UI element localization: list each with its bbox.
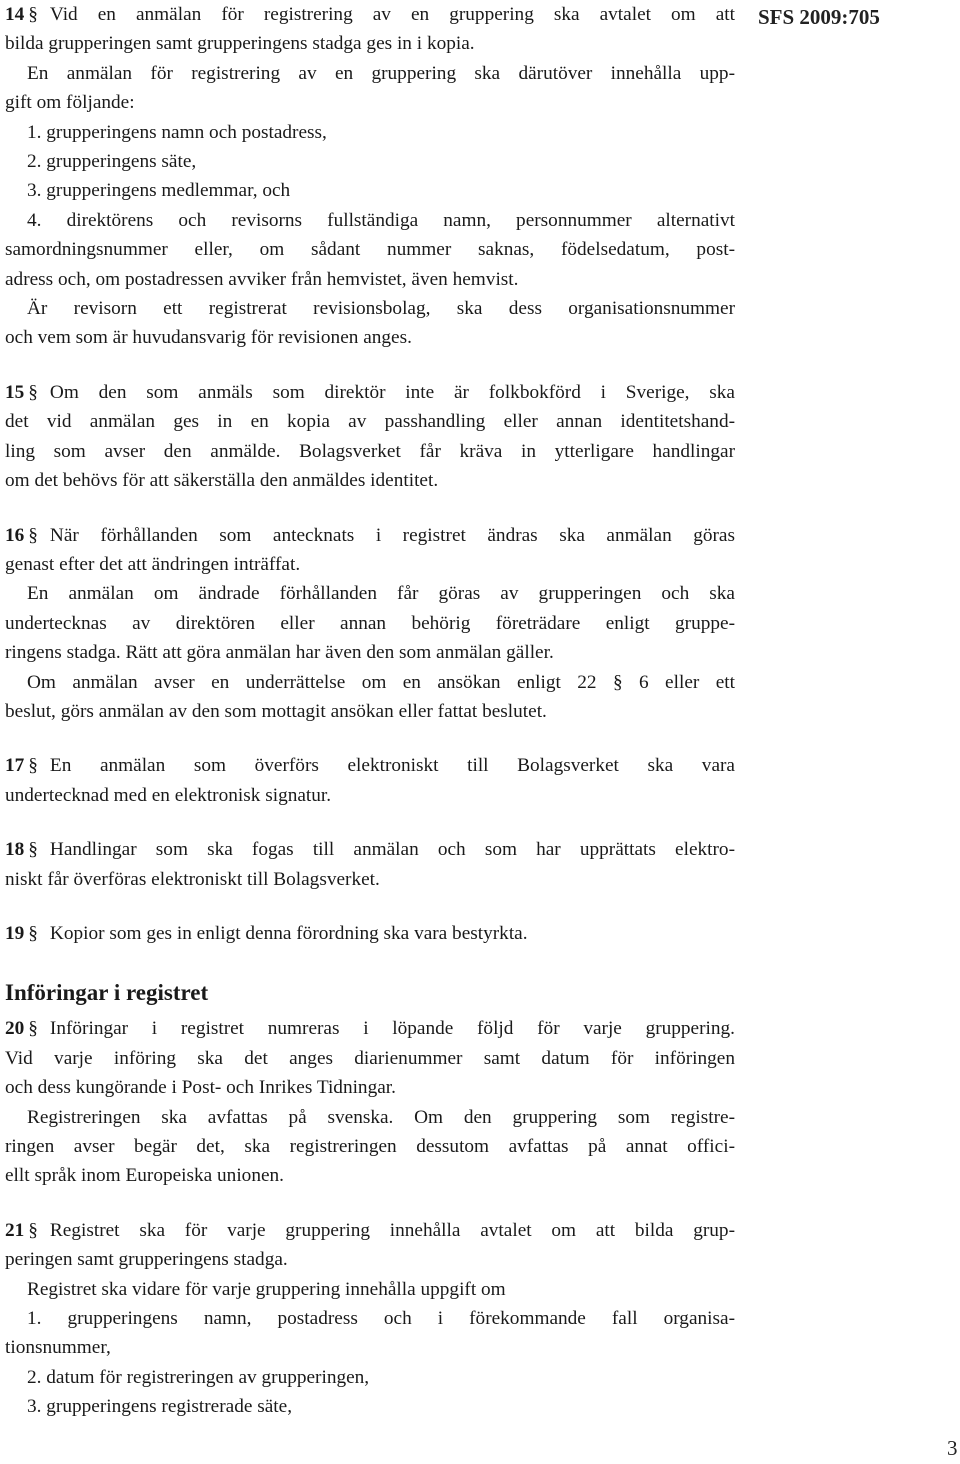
list-item: 1. grupperingens namn och postadress, [27, 121, 327, 143]
section-19-line: 19 § Kopior som ges in enligt denna förordning ska vara bestyrkta. [5, 922, 528, 944]
document-body [5, 0, 735, 1422]
section-sign: § [612, 671, 623, 693]
paragraph-line: undertecknas av direktören eller annan behörig företrädare enligt gruppe- [5, 612, 735, 634]
list-item: 3. grupperingens medlemmar, och [27, 180, 291, 202]
paragraph-line: Registreringen ska avfattas på svenska. Om den gruppering som registre- [27, 1106, 735, 1128]
section-20-line: 20 § Införingar i registret numreras i löpande följd för varje gruppering. [5, 1018, 735, 1040]
section-number: 18 [5, 839, 25, 861]
section-number: 15 [5, 381, 25, 403]
page-number: 3 [947, 1436, 958, 1460]
section-18-line: 18 § Handlingar som ska fogas till anmälan och som har upprättats elektro- [5, 839, 735, 861]
section-sign: § [28, 1018, 38, 1040]
section-sign: § [28, 922, 38, 944]
paragraph-line: om det behövs för att säkerställa den anmäldes identitet. [5, 470, 439, 492]
paragraph-line: och vem som är huvudansvarig för revisionen anges. [5, 327, 412, 349]
section-sign: § [28, 1219, 38, 1241]
section-number: 14 [5, 4, 25, 25]
paragraph-line: En anmälan för registrering av en gruppering ska därutöver innehålla upp- [27, 62, 735, 84]
paragraph-line: ringens stadga. Rätt att göra anmälan har även den som anmälan gäller. [5, 642, 554, 664]
paragraph-line: niskt får överföras elektroniskt till Bolagsverket. [5, 868, 380, 890]
section-sign: § [28, 839, 38, 861]
paragraph-line: Vid varje införing ska det anges diarienummer samt datum för införingen [5, 1047, 735, 1069]
list-item: 4. direktörens och revisorns fullständiga namn, personnummer alternativt [27, 209, 735, 231]
section-number: 20 [5, 1018, 25, 1040]
paragraph-line: ellt språk inom Europeiska unionen. [5, 1165, 284, 1187]
paragraph-line: genast efter det att ändringen inträffat. [5, 553, 301, 575]
section-sign: § [28, 4, 38, 25]
document-reference: SFS 2009:705 [758, 5, 880, 29]
section-heading: Införingar i registret [5, 980, 209, 1006]
paragraph-line: undertecknad med en elektronisk signatur. [5, 784, 332, 806]
section-16-line: 16 § När förhållanden som antecknats i registret ändras ska anmälan göras [5, 524, 735, 546]
paragraph-line: ling som avser den anmälde. Bolagsverket får kräva in ytterligare handlingar [5, 440, 735, 462]
section-21-line: 21 § Registret ska för varje gruppering innehålla avtalet om att bilda grup- [5, 1219, 735, 1241]
section-number: 17 [5, 755, 25, 777]
section-number: 21 [5, 1219, 25, 1241]
paragraph-line: ringen avser begär det, ska registreringen dessutom avfattas på annat offici- [5, 1136, 735, 1157]
paragraph-line: beslut, görs anmälan av den som mottagit ansökan eller fattat beslutet. [5, 700, 547, 722]
section-14-line: 14 § Vid en anmälan för registrering av en gruppering ska avtalet om att [5, 4, 735, 25]
section-number: 19 [5, 922, 25, 944]
list-item: 1. grupperingens namn, postadress och i förekommande fall organisa- [27, 1308, 735, 1330]
paragraph-line: peringen samt grupperingens stadga. [5, 1249, 288, 1271]
paragraph-line: En anmälan om ändrade förhållanden får göras av grupperingen och ska [27, 583, 735, 605]
paragraph-line: Är revisorn ett registrerat revisionsbolag, ska dess organisationsnummer [27, 298, 735, 320]
list-item: 2. grupperingens säte, [27, 151, 197, 173]
list-item: tionsnummer, [5, 1337, 111, 1359]
paragraph-line: gift om följande: [5, 92, 135, 114]
list-item: adress och, om postadressen avviker från hemvistet, även hemvist. [5, 268, 519, 290]
paragraph-line: bilda grupperingen samt grupperingens stadga ges in i kopia. [5, 33, 475, 55]
section-number: 16 [5, 524, 25, 546]
section-sign: § [28, 381, 38, 403]
section-sign: § [28, 524, 38, 546]
paragraph-line: Registret ska vidare för varje gruppering innehålla uppgift om [27, 1278, 506, 1300]
list-item: 3. grupperingens registrerade säte, [27, 1396, 293, 1418]
paragraph-line: och dess kungörande i Post- och Inrikes Tidningar. [5, 1077, 396, 1099]
paragraph-line: det vid anmälan ges in en kopia av passhandling eller annan identitetshand- [5, 411, 735, 433]
list-item: 2. datum för registreringen av grupperingen, [27, 1366, 370, 1388]
section-15-line: 15 § Om den som anmäls som direktör inte är folkbokförd i Sverige, ska [5, 381, 735, 403]
list-item: samordningsnummer eller, om sådant nummer saknas, födelsedatum, post- [5, 239, 735, 261]
section-sign: § [28, 755, 38, 777]
section-17-line: 17 § En anmälan som överförs elektroniskt till Bolagsverket ska vara [5, 755, 735, 777]
paragraph-line: Om anmälan avser en underrättelse om en ansökan enligt 22 § 6 eller ett [27, 671, 735, 693]
